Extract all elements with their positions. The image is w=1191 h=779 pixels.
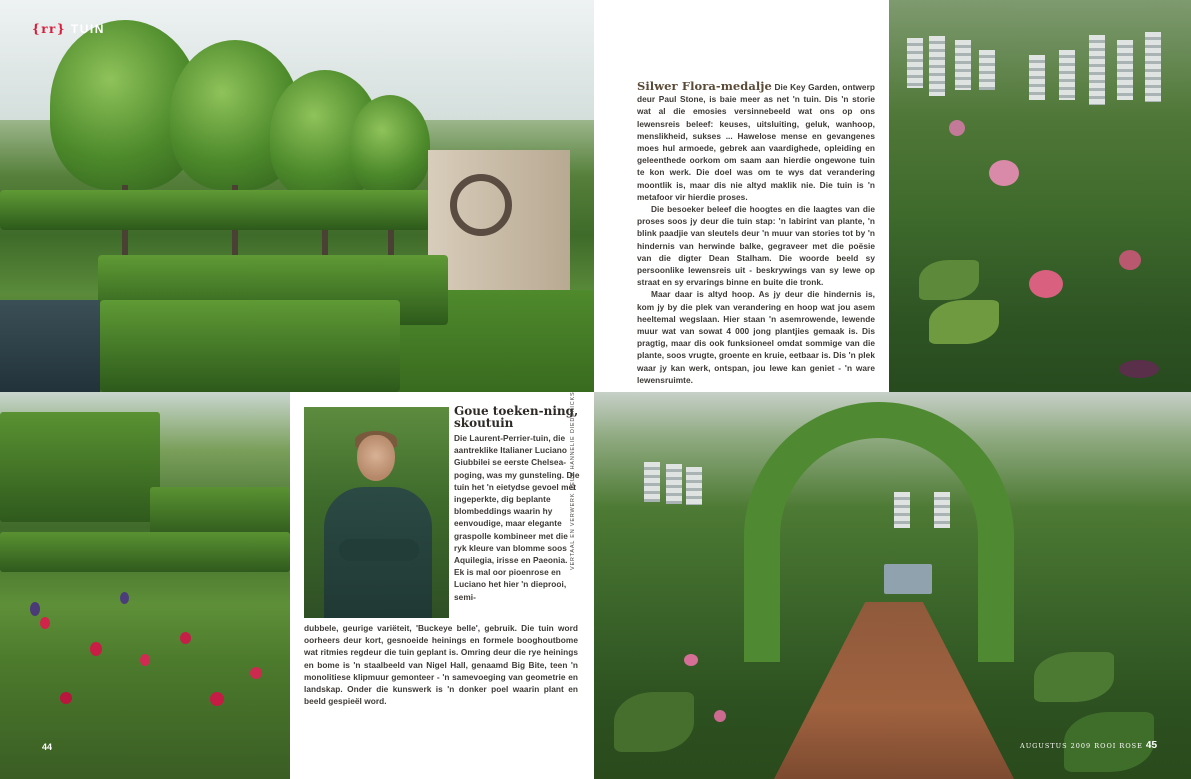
photo-flower (1029, 270, 1063, 298)
photo-hedge (150, 487, 290, 537)
portrait-arms (339, 539, 419, 561)
bottom-article-panel (290, 392, 594, 779)
top-article-paragraph: Die besoeker beleef die hoogtes en die laagtes van die proses soos jy deur die tuin stap: 'n labirint van plante, 'n blink paadjie van sleutels deur 'n muur van stories tot by 'n hindernis van herwinde balke, gegraveer met die poësie van die digter Dean Stalham. Die woorde beeld sy persoonlike lewensreis uit - beskrywings van sy lewe op straat en sy ervarings binne en buite die tronk. (637, 204, 875, 288)
brand-logo: {rr} (32, 22, 67, 36)
bottom-article-headline: Goue toeken-ning, skoutuin (454, 404, 579, 430)
top-article (637, 80, 875, 386)
photo-pillar (907, 38, 923, 88)
page-number-left: 44 (42, 742, 53, 752)
photo-flower (30, 602, 40, 616)
photo-pillar (644, 462, 660, 502)
photo-pillar (666, 464, 682, 504)
photo-leaf (1034, 652, 1114, 702)
portrait-head (357, 435, 395, 481)
top-article-paragraph: Die Key Garden, ontwerp deur Paul Stone, is baie meer as net 'n tuin. Dis 'n storie wat al die emosies versinnebeeld wat ons op ons lewensreis beleef: keuses, uitsluiting, geluk, wanhoop, menslikheid, sukses ... Hawelose mense en gevangenes moes hul armoede, gebrek aan vaardighede, opleiding en geleenthede oorkom om saam aan hierdie ongewone tuin te kon werk. Die doel was om te wys dat verandering moontlik is, maar dis nie altyd maklik nie. Die tuin is 'n metafoor vir hierdie proses. (637, 82, 875, 202)
photo-hedge (0, 190, 430, 230)
photo-leaf (614, 692, 694, 752)
top-article-panel (594, 0, 889, 392)
designer-portrait (304, 407, 449, 618)
photo-flower-beds (889, 0, 1191, 392)
photo-hedge (0, 532, 290, 572)
photo-pillar (1089, 35, 1105, 105)
photo-flower (60, 692, 72, 704)
photo-pillar (955, 40, 971, 90)
photo-ring-sculpture (450, 174, 512, 236)
photo-pillar (686, 467, 702, 505)
photo-flower (250, 667, 262, 679)
photo-flower (40, 617, 50, 629)
photo-tulip-garden (0, 392, 290, 779)
photo-flower (989, 160, 1019, 186)
photo-pillar (1029, 55, 1045, 100)
photo-leaf (929, 300, 999, 344)
photo-flower (1119, 250, 1141, 270)
translation-credit: VERTAAL EN VERWERK DEUR HANNELIE DIEDERICKS (570, 391, 576, 570)
photo-pillar (1117, 40, 1133, 100)
page-footer-right (1020, 740, 1157, 751)
photo-flower (90, 642, 102, 656)
photo-hedge (0, 412, 160, 522)
top-article-headline: Silwer Flora-medalje (637, 79, 772, 93)
photo-hedge (100, 300, 400, 392)
section-tag (32, 22, 105, 36)
photo-flower (180, 632, 191, 644)
photo-flower (949, 120, 965, 136)
bottom-article-column-text: Die Laurent-Perrier-tuin, die aantreklike Italianer Luciano Giubbilei se eerste Chelsea-poging, was my gunsteling. Die tuin het 'n eietydse gevoel met ingeperkte, dig beplante blombeddings waarin hy eenvoudige, maar elegante graspolle kombineer met die ryk kleure van blomme soos Aquilegia, irisse en Paeonia. Ek is mal oor pioenrose en Luciano het hier 'n dieprooi, semi- (454, 433, 580, 602)
photo-leaf (919, 260, 979, 300)
section-name: TUIN (70, 22, 105, 36)
photo-pillar (929, 36, 945, 96)
photo-flower (1119, 360, 1159, 378)
page-number-right: 45 (1145, 740, 1158, 751)
photo-pillar (979, 50, 995, 90)
photo-flower (210, 692, 224, 706)
photo-bench (884, 564, 932, 594)
photo-water-feature (0, 300, 100, 392)
photo-arbour-walk (594, 392, 1191, 779)
photo-pillar (1145, 32, 1161, 102)
running-footer: AUGUSTUS 2009 ROOI ROSE (1020, 742, 1143, 750)
photo-flower (714, 710, 726, 722)
bottom-article-full-text: dubbele, geurige variëteit, 'Buckeye belle', gebruik. Die tuin word oorheers deur kort, gesnoeide heinings en formele booghoutbome wat ritmies regdeur die tuin geplant is. Omring deur die rye heinings en bome is 'n staalbeeld van Nigel Hall, genaamd Big Bite, teen 'n monolitiese klipmuur gemonteer - 'n samevoeging van geometrie en landskap. Onder die kunswerk is 'n donker poel waarin plant en beeld gespieël word. (304, 623, 578, 707)
top-article-paragraph: Maar daar is altyd hoop. As jy deur die hindernis is, kom jy by die plek van verandering en hoop wat jou asem heeltemal wegslaan. Hier staan 'n asemrowende, lewende muur wat van sowat 4 000 jong plantjies gemaak is. Dis pragtig, maar dis ook funksioneel omdat sommige van die plante, soos vrugte, groente en kruie, eetbaar is. Dis 'n plek waar jy kan werk, ontspan, jou lewe kan geniet - 'n ware lewensruimte. (637, 289, 875, 385)
photo-flower (120, 592, 129, 604)
photo-hedged-garden (0, 0, 594, 392)
photo-pillar (1059, 50, 1075, 100)
photo-flower (140, 654, 150, 666)
photo-flower (684, 654, 698, 666)
photo-tree (350, 95, 430, 195)
